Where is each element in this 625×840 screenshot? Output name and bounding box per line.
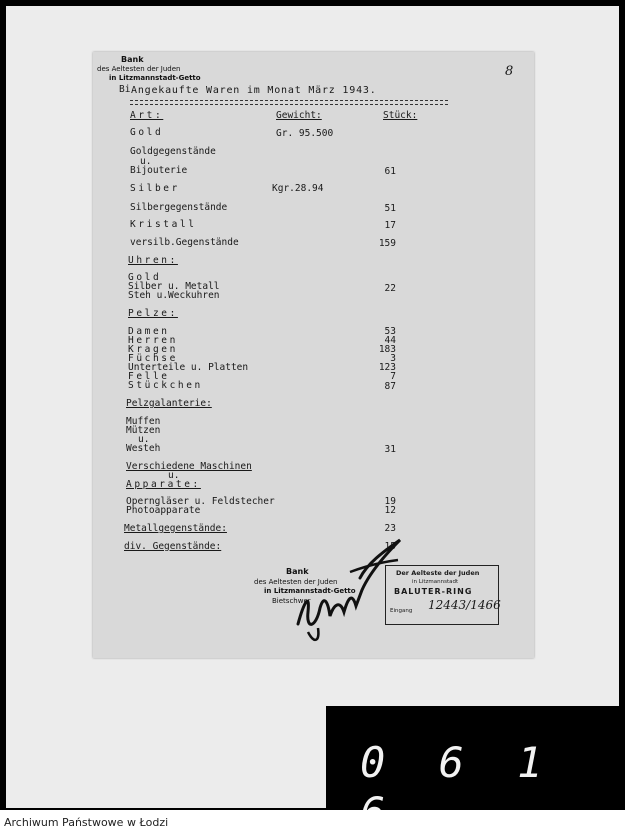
- item-label: Photoapparate: [126, 505, 201, 516]
- footer-bank-line: in Litzmannstadt-Getto: [264, 587, 356, 595]
- item-label: Westeh: [126, 443, 161, 454]
- film-background-bottom: [6, 706, 326, 808]
- item-count: 23: [384, 523, 396, 534]
- section-heading: Apparate:: [126, 479, 201, 490]
- section-heading: Verschiedene Maschinen: [126, 461, 252, 472]
- item-label: Kristall: [130, 219, 197, 230]
- item-label: Steh u.Weckuhren: [128, 290, 220, 301]
- stamp-line: BALUTER-RING: [394, 587, 473, 596]
- item-count: 17: [384, 220, 396, 231]
- item-label: versilb.Gegenstände: [130, 237, 239, 248]
- item-count: 53: [384, 326, 396, 337]
- item-label: Silbergegenstände: [130, 202, 228, 213]
- item-label: Bijouterie: [130, 165, 188, 176]
- stamp-number: 12443/1466: [428, 598, 501, 612]
- signature-scribble: [290, 532, 490, 652]
- item-count: 44: [384, 335, 396, 346]
- item-label: u.: [138, 434, 150, 445]
- item-label: Gold: [128, 272, 162, 283]
- item-label: Silber: [130, 183, 180, 194]
- item-label: Füchse: [128, 353, 178, 364]
- item-label: Herren: [128, 335, 178, 346]
- column-header-stueck: Stück:: [383, 110, 418, 121]
- stamp-line: in Litzmannstadt: [412, 579, 459, 585]
- section-heading: Pelzgalanterie:: [126, 398, 212, 409]
- item-count: 12: [384, 505, 396, 516]
- item-label: Felle: [128, 371, 170, 382]
- item-count: 61: [384, 166, 396, 177]
- item-label: Kragen: [128, 344, 178, 355]
- item-count: 15: [384, 541, 396, 552]
- item-label: Gold: [130, 127, 164, 138]
- stamp-line: Eingang: [390, 608, 413, 614]
- title-underline: [130, 100, 448, 105]
- section-heading: u.: [168, 470, 180, 481]
- item-label: Mützen: [126, 425, 161, 436]
- item-label: Operngläser u. Feldstecher: [126, 496, 275, 507]
- item-count: 123: [378, 362, 396, 373]
- item-label: Damen: [128, 326, 170, 337]
- item-count: 22: [384, 283, 396, 294]
- bank-header-line: Bi: [119, 84, 131, 95]
- item-weight: Kgr.28.94: [272, 183, 324, 194]
- section-heading: Pelze:: [128, 308, 178, 319]
- bank-header-line: Bank: [121, 55, 144, 64]
- item-label: Muffen: [126, 416, 161, 427]
- stamp-line: Der Aelteste der Juden: [396, 569, 480, 577]
- item-label: Unterteile u. Platten: [128, 362, 249, 373]
- column-header-art: Art:: [130, 110, 164, 121]
- item-weight: Gr. 95.500: [276, 128, 334, 139]
- item-label: u.: [140, 156, 152, 167]
- item-label: Silber u. Metall: [128, 281, 220, 292]
- item-count: 183: [378, 344, 396, 355]
- item-label: Goldgegenstände: [130, 146, 216, 157]
- item-count: 3: [390, 353, 396, 364]
- section-heading: Uhren:: [128, 255, 178, 266]
- item-count: 31: [384, 444, 396, 455]
- item-count: 159: [378, 238, 396, 249]
- page-number: 8: [505, 64, 514, 79]
- item-count: 19: [384, 496, 396, 507]
- frame-counter: 0 6 1: [360, 738, 557, 787]
- document-title: Angekaufte Waren im Monat März 1943.: [131, 85, 377, 96]
- bank-header-line: des Aeltesten der Juden: [97, 65, 181, 73]
- footer-bank-line: des Aeltesten der Juden: [254, 578, 338, 586]
- item-label: Stückchen: [128, 380, 203, 391]
- item-count: 51: [384, 203, 396, 214]
- item-count: 87: [384, 381, 396, 392]
- item-count: 7: [390, 371, 396, 382]
- bank-header-line: in Litzmannstadt-Getto: [109, 74, 201, 82]
- footer-bank-line: Bietschwer: [272, 597, 311, 605]
- item-label: div. Gegenstände:: [124, 541, 222, 552]
- column-header-gewicht: Gewicht:: [276, 110, 322, 121]
- archive-name: Archiwum Państwowe w Łodzi: [4, 816, 169, 829]
- footer-bank-line: Bank: [286, 567, 309, 576]
- item-label: Metallgegenstände:: [124, 523, 227, 534]
